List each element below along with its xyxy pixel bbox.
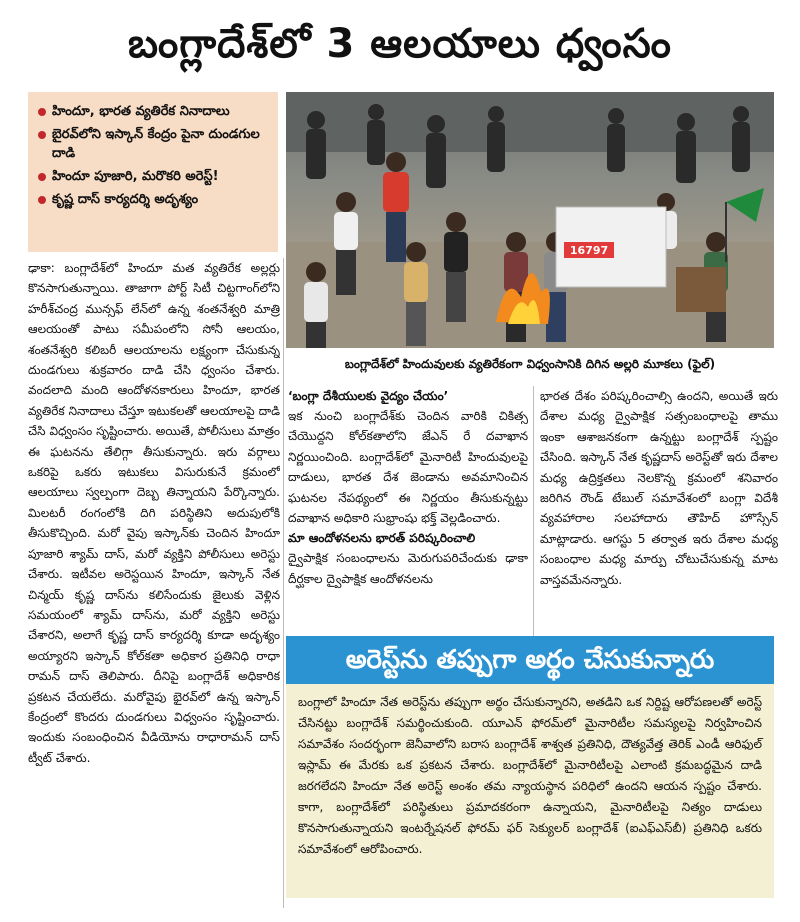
subheading: ‘బంగ్లా దేశీయులకు వైద్యం చేయం’ xyxy=(288,389,449,403)
news-photo xyxy=(286,92,774,348)
highlight-item: హిందూ పూజారి, మరొకరి అరెస్ట్! xyxy=(36,167,272,186)
subheading: మా ఆందోళనలను భారత్ పరిష్కరించాలి xyxy=(288,531,476,546)
column-divider xyxy=(283,258,284,908)
highlight-item: కృష్ణ దాస్ కార్యదర్శి అదృశ్యం xyxy=(36,190,272,209)
riot-scene-image xyxy=(286,92,774,348)
sidebar-story-box xyxy=(286,684,774,898)
column-divider xyxy=(533,386,534,636)
photo-caption: బంగ్లాదేశ్‌లో హిందువులకు వ్యతిరేకంగా విధ్వంసానికి దిగిన అల్లరి మూకలు (ఫైల్) xyxy=(344,357,716,371)
highlight-item: హిందూ, భారత వ్యతిరేక నినాదాలు xyxy=(36,102,272,121)
section-banner: అరెస్ట్‌ను తప్పుగా అర్థం చేసుకున్నారు xyxy=(286,636,774,684)
article-column-3 xyxy=(540,386,778,644)
article-column-2 xyxy=(288,386,528,644)
highlight-item: బైరవ్‌లోని ఇస్కాన్ కేంద్రం పైనా దుండగుల దాడి xyxy=(36,125,272,163)
sign-number: 16797 xyxy=(569,244,609,257)
page-headline: బంగ్లాదేశ్‌లో 3 ఆలయాలు ధ్వంసం xyxy=(128,21,672,67)
highlights-box xyxy=(28,92,278,252)
article-paragraph: బంగ్లాలో హిందూ నేత అరెస్ట్‌ను తప్పుగా అర్థం చేసుకున్నారని, అతడిని ఒక నిర్దిష్ట ఆరోపణలతో అరెస్ట్ చేసినట్టు బంగ్లాదేశ్ సమర్థించుకుంది. యూఎన్ ఫోరమ్‌లో మైనారిటీల సమస్యలపై నిర్వహించిన సమావేశం సందర్భంగా జెనీవాలోని బరాస బంగ్లాదేశ్ శాశ్వత ప్రతినిధి, దౌత్యవేత్త తెరిక్ ఎండీ ఆరిఫుల్ ఇస్లామ్ ఈ మేరకు ఒక ప్రకటన చేశారు. బంగ్లాదేశ్‌లో మైనారిటీలపై ఎలాంటి క్రమబద్ధమైన దాడి జరగలేదని హిందూ నేత అరెస్ట్ అంశం తమ న్యాయస్థాన పరిధిలో ఉందని ఆయన స్పష్టం చేశారు. కాగా, బంగ్లాదేశ్‌లో పరిస్థితులు ప్రమాదకరంగా ఉన్నాయని, మైనారిటీలపై నిత్యం దాడులు కొనసాగుతున్నాయని ఇంటర్నేషనల్ ఫోరమ్ ఫర్ సెక్యులర్ బంగ్లాదేశ్ (ఐఎఫ్ఎస్‌బీ) ప్రతినిధి ఒకరు సమావేశంలో ఆరోపించారు. xyxy=(298,695,762,856)
article-paragraph: భారత దేశం పరిష్కరించాల్సి ఉందని, అయితే ఇరు దేశాల మధ్య ద్వైపాక్షిక సత్సంబంధాలపై తాము ఇంకా ఆశాజనకంగా ఉన్నట్టు బంగ్లాదేశ్ స్పష్టం చేసింది. ఇస్కాన్ నేత కృష్ణదాస్ అరెస్ట్‌తో ఇరు దేశాల మధ్య ఉద్రిక్తతలు నెలకొన్న క్రమంలో శనివారం జరిగిన రౌండ్ టేబుల్ సమావేశంలో బంగ్లా విదేశీ వ్యవహారాల సలహాదారు తౌహిద్ హొస్సేన్ మాట్లాడారు. ఆగస్టు 5 తర్వాత ఇరు దేశాల మధ్య సంబంధాల మధ్య మార్పు చోటుచేసుకున్న మాట వాస్తవమేనన్నారు. xyxy=(540,389,778,587)
article-paragraph: ఇక నుంచి బంగ్లాదేశ్‌కు చెందిన వారికి చికిత్స చేయొద్దని కోల్‌కతాలోని జేఎన్ రే దవాఖాన నిర్ణయించింది. బంగ్లాదేశ్‌లో మైనారిటీ హిందువులపై దాడులు, భారత దేశ జెండాను అవమానించిన ఘటనల నేపథ్యంలో ఈ నిర్ణయం తీసుకున్నట్టు దవాఖాన అధికారి సుభ్రాంషు భక్త్ వెల్లడించారు. xyxy=(288,409,528,526)
article-paragraph: ఢాకా: బంగ్లాదేశ్‌లో హిందూ మత వ్యతిరేక అల్లర్లు కొనసాగుతున్నాయి. తాజాగా పోర్ట్ సిటీ చిట్టగాంగ్‌లోని హరీశ్‌చంద్ర మున్సఫ్ లేన్‌లో ఉన్న శంతనేశ్వరి మాత్రి ఆలయంతో పాటు సమీపంలోని సోనీ ఆలయం, శంతనేశ్వరి కలిబరీ ఆలయాలను లక్ష్యంగా చేసుకున్న దుండగులు శుక్రవారం దాడి చేసి ధ్వంసం చేశారు. వందలాది మంది ఆందోళనకారులు హిందూ, భారత వ్యతిరేక నినాదాలు చేస్తూ ఇటుకలతో ఆలయాలపై దాడి చేసి విధ్వంసం సృష్టించారు. అయితే, పోలీసులు మాత్రం ఈ ఘటనను తేలిగ్గా తీసుకున్నారు. ఇరు వర్గాలు ఒకరిపై ఒకరు ఇటుకలు విసురుకునే క్రమంలో ఆలయాలు స్వల్పంగా దెబ్బ తిన్నాయని పేర్కొన్నారు. మిలటరీ రంగంలోకి దిగి పరిస్థితిని అదుపులోకి తీసుకొచ్చింది. మరో వైపు ఇస్కాన్‌కు చెందిన హిందూ పూజారి శ్యామ్ దాస్, మరో వ్యక్తిని పోలీసులు అరెస్టు చేశారు. ఇటీవల అరెస్టయిన హిందూ, ఇస్కాన్ నేత చిన్మయ్ కృష్ణ దాస్‌ను కలిసేందుకు జైలుకు వెళ్లిన సమయంలో శ్యామ్ దాస్‌ను, మరో వ్యక్తిని అరెస్టు చేశారని, అలాగే కృష్ణ దాస్ కార్యదర్శి కూడా అదృశ్యం అయ్యారని ఇస్కాన్ కోల్‌కతా అధికార ప్రతినిధి రాధా రామన్ దాస్ తెలిపారు. దీనిపై బంగ్లాదేశ్ అధికారిక ప్రకటన చేయలేదు. మరోవైపు భైరవ్‌లో ఉన్న ఇస్కాన్ కేంద్రంలో కొందరు దుండగులు విధ్వంసం సృష్టించారు. ఇందుకు సంబంధించిన వీడియోను రాధారామన్ దాస్ ట్వీట్ చేశారు. xyxy=(28,261,280,765)
article-column-1 xyxy=(28,258,280,908)
article-paragraph: ద్వైపాక్షిక సంబంధాలను మెరుగుపరిచేందుకు ఢాకా దీర్ఘకాల ద్వైపాక్షిక ఆందోళనలను xyxy=(288,551,528,586)
